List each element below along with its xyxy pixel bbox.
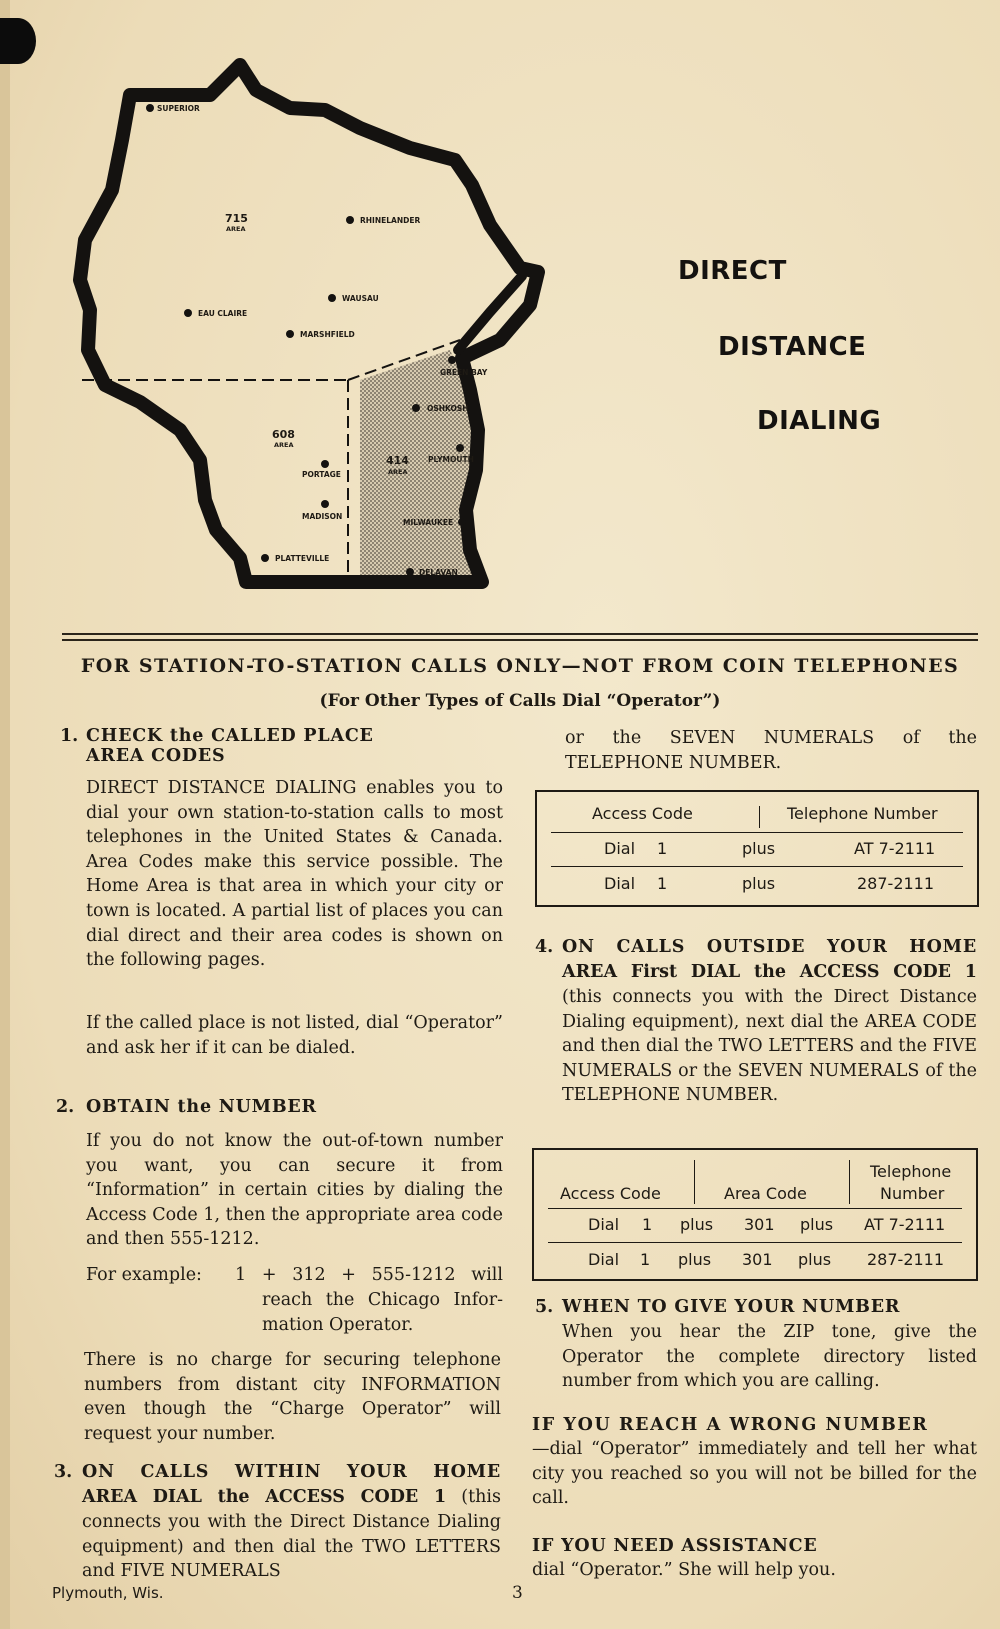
footer-location: Plymouth, Wis. xyxy=(52,1584,164,1602)
table2-row1-number: AT 7-2111 xyxy=(864,1215,946,1234)
table2-row2-number: 287-2111 xyxy=(867,1250,945,1269)
step2-paragraph-2: There is no charge for securing telephone numbers from distant city INFORMATION even though the “Charge Operator” will request your number. xyxy=(84,1350,501,1444)
city-plymouth: PLYMOUTH xyxy=(428,455,474,464)
table1-row1-code: 1 xyxy=(657,839,668,858)
table1-rule-1 xyxy=(551,832,963,833)
city-green-bay: GREEN BAY xyxy=(440,368,488,377)
wisconsin-area-code-map xyxy=(60,50,570,620)
table2-header-divider-2 xyxy=(849,1160,850,1204)
city-superior: SUPERIOR xyxy=(157,104,200,113)
wrong-number-heading: IF YOU REACH A WRONG NUMBER xyxy=(532,1415,929,1435)
table1-row1-number: AT 7-2111 xyxy=(854,839,936,858)
city-platteville: PLATTEVILLE xyxy=(275,554,330,563)
wrong-number-paragraph: —dial “Operator” immediately and tell her what city you reached so you will not be billed for the call. xyxy=(532,1439,977,1509)
table2-header-divider-1 xyxy=(694,1160,695,1204)
city-madison: MADISON xyxy=(302,512,343,521)
table2-row2-dial: Dial xyxy=(588,1250,620,1269)
other-calls-subheader: (For Other Types of Calls Dial “Operator”) xyxy=(319,691,721,711)
step4-number: 4. xyxy=(535,937,554,957)
divider-bottom xyxy=(62,639,978,641)
step1-number: 1. xyxy=(60,726,79,746)
title-distance: DISTANCE xyxy=(718,332,867,362)
city-milwaukee: MILWAUKEE xyxy=(403,518,454,527)
table2-row2-code: 1 xyxy=(640,1250,651,1269)
step1-paragraph-2: If the called place is not listed, dial “Operator” and ask her if it can be dialed. xyxy=(86,1013,503,1058)
area-code-414: 414 xyxy=(386,454,409,467)
example-line3: mation Operator. xyxy=(262,1315,414,1335)
step5-number: 5. xyxy=(535,1297,554,1317)
table1-row2-plus: plus xyxy=(742,874,776,893)
area-code-608: 608 xyxy=(272,428,295,441)
assistance-heading: IF YOU NEED ASSISTANCE xyxy=(532,1536,818,1556)
title-direct: DIRECT xyxy=(678,256,787,286)
city-wausau: WAUSAU xyxy=(342,294,379,303)
table2-row1-plus1: plus xyxy=(680,1215,714,1234)
example-label: For example: xyxy=(86,1265,202,1285)
punch-hole xyxy=(0,18,36,64)
step1-heading-line2: AREA CODES xyxy=(86,746,226,766)
step3-line2-rest: (this xyxy=(461,1487,501,1507)
step3-continued: or the SEVEN NUMERALS of the TELEPHONE NUMBER. xyxy=(565,728,977,773)
table2-header-number: Number xyxy=(880,1184,945,1203)
city-oshkosh: OSHKOSH xyxy=(427,404,469,413)
table2-row2-area: 301 xyxy=(742,1250,773,1269)
step4-paragraph: (this connects you with the Direct Distance Dialing equipment), next dial the AREA CODE and then dial the TWO LETTERS and the FIVE NUMERALS or the SEVEN NUMERALS of the TELEPHONE NUMBER. xyxy=(562,987,977,1106)
step3-line1-text: ON CALLS WITHIN YOUR HOME xyxy=(82,1462,501,1482)
table2-header-area-code: Area Code xyxy=(724,1184,807,1203)
step2-heading: OBTAIN the NUMBER xyxy=(86,1097,317,1117)
assistance-paragraph: dial “Operator.” She will help you. xyxy=(532,1560,836,1580)
table2-row1-area: 301 xyxy=(744,1215,775,1234)
area-code-715: 715 xyxy=(225,212,248,225)
station-to-station-header: FOR STATION-TO-STATION CALLS ONLY—NOT FROM COIN TELEPHONES xyxy=(80,655,960,677)
area-label-608: AREA xyxy=(274,441,294,449)
table2-row1-code: 1 xyxy=(642,1215,653,1234)
step2-paragraph: If you do not know the out-of-town number you want, you can secure it from “Information” in certain cities by dialing the Access Code 1, then the appropriate area code and then 555-1212. xyxy=(86,1131,503,1250)
area-label-414: AREA xyxy=(388,468,408,476)
table1-row1-plus: plus xyxy=(742,839,776,858)
step5-heading: WHEN TO GIVE YOUR NUMBER xyxy=(562,1297,901,1317)
city-rhinelander: RHINELANDER xyxy=(360,216,421,225)
example-line1: 1 + 312 + 555-1212 will xyxy=(235,1265,503,1285)
table2-row2-plus1: plus xyxy=(678,1250,712,1269)
table1-row1-dial: Dial xyxy=(604,839,636,858)
step2-number: 2. xyxy=(56,1097,75,1117)
city-marshfield: MARSHFIELD xyxy=(300,330,355,339)
step3-line2-bold: AREA DIAL the ACCESS CODE 1 xyxy=(82,1487,447,1507)
example-line2: reach the Chicago Infor- xyxy=(262,1290,503,1310)
table1-header-telephone-number: Telephone Number xyxy=(787,804,938,823)
page-number: 3 xyxy=(512,1583,523,1603)
table1-header-divider xyxy=(759,806,760,828)
state-outline xyxy=(80,65,538,582)
table2-row2-plus2: plus xyxy=(798,1250,832,1269)
step4-line1: ON CALLS OUTSIDE YOUR HOME xyxy=(562,937,977,957)
table2-rule-1 xyxy=(548,1208,962,1209)
step3-line2 xyxy=(82,1485,501,1510)
step3-paragraph: connects you with the Direct Distance Dialing equipment) and then dial the TWO LETTERS and FIVE NUMERALS xyxy=(82,1512,501,1582)
step1-heading-line1: CHECK the CALLED PLACE xyxy=(86,726,374,746)
table-outside-area xyxy=(532,1148,978,1281)
divider-top xyxy=(62,633,978,635)
step5-paragraph: When you hear the ZIP tone, give the Operator the complete directory listed number from which you are calling. xyxy=(562,1322,977,1392)
title-dialing: DIALING xyxy=(757,406,882,436)
table1-header-access-code: Access Code xyxy=(592,804,693,823)
table2-rule-2 xyxy=(548,1242,962,1243)
city-portage: PORTAGE xyxy=(302,470,341,479)
area-label-715: AREA xyxy=(226,225,246,233)
table2-header-access-code: Access Code xyxy=(560,1184,661,1203)
step3-number: 3. xyxy=(54,1462,73,1482)
city-eau-claire: EAU CLAIRE xyxy=(198,309,248,318)
table2-header-telephone: Telephone xyxy=(870,1162,952,1181)
table1-row2-number: 287-2111 xyxy=(857,874,935,893)
binding-edge xyxy=(0,0,10,1629)
table1-row2-code: 1 xyxy=(657,874,668,893)
table1-rule-2 xyxy=(551,866,963,867)
table1-row2-dial: Dial xyxy=(604,874,636,893)
table2-row1-plus2: plus xyxy=(800,1215,834,1234)
table2-row1-dial: Dial xyxy=(588,1215,620,1234)
city-delavan: DELAVAN xyxy=(419,568,458,577)
table-home-area xyxy=(535,790,979,907)
step4-line2: AREA First DIAL the ACCESS CODE 1 xyxy=(562,962,977,982)
step3-line1 xyxy=(82,1460,501,1485)
step1-paragraph: DIRECT DISTANCE DIALING enables you to dial your own station-to-station calls to most telephones in the United States & Canada. Area Codes make this service possible. The Home Area is that area in which your city or town is located. A partial list of places you can dial direct and their area codes is shown on the following pages. xyxy=(86,778,503,971)
